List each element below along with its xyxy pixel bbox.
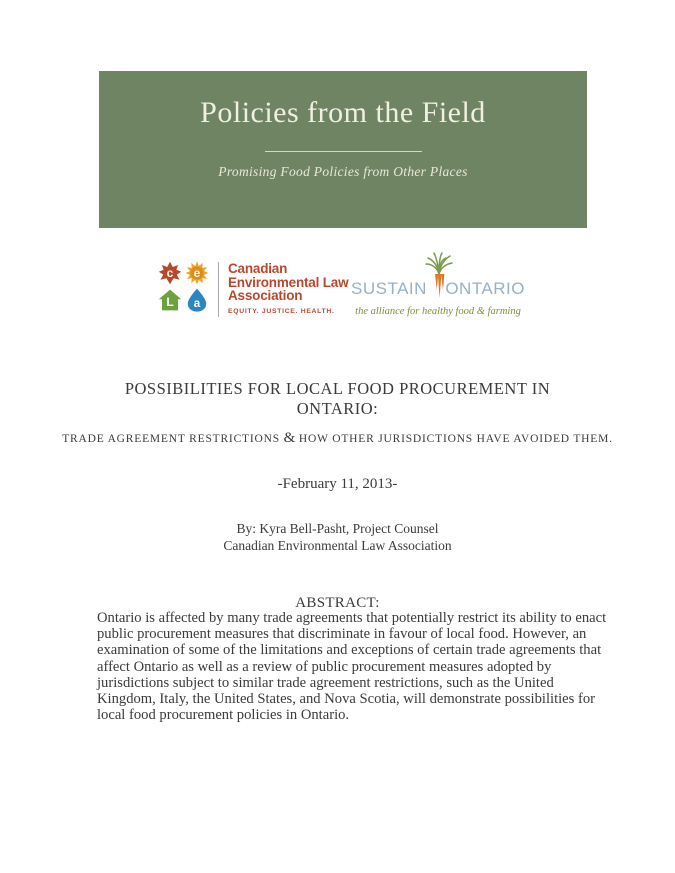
cela-logo-divider xyxy=(218,262,219,317)
cela-icon-grid xyxy=(158,261,209,312)
abstract-text: Ontario is affected by many trade agreements that potentially restrict its ability to enact public procurement measures that discriminate in favour of local food. However, an examination of some of the limitations and exceptions of certain trade agreements that affect Ontario as well as a review of public procurement measures adopted by jurisdictions subject to similar trade agreement restrictions, such as the United Kingdom, Italy, the United States, and Nova Scotia, will demonstrate possibilities for local food procurement policies in Ontario. xyxy=(97,610,607,724)
abstract-heading: ABSTRACT: xyxy=(295,595,380,611)
document-title-line1: POSSIBILITIES FOR LOCAL FOOD PROCUREMENT IN xyxy=(124,379,551,398)
cela-name-line2: Environmental Law xyxy=(228,274,349,290)
document-date: -February 11, 2013- xyxy=(277,476,398,492)
cela-name-line3: Association xyxy=(228,288,303,303)
water-drop-icon xyxy=(185,288,209,312)
subtitle-text-2: HOW OTHER JURISDICTIONS HAVE AVOIDED THEM. xyxy=(295,433,613,445)
banner-tagline: Promising Food Policies from Other Places xyxy=(218,164,468,179)
cela-logo xyxy=(158,261,348,317)
banner-title: Policies from the Field xyxy=(200,96,486,129)
house-icon xyxy=(158,288,182,312)
report-banner xyxy=(99,71,587,228)
sustain-tagline: the alliance for healthy food & farming xyxy=(355,306,521,317)
banner-divider xyxy=(265,151,422,152)
sustain-ontario-logo xyxy=(351,252,525,320)
maple-leaf-icon xyxy=(158,261,182,285)
cela-letter-l: L xyxy=(166,294,174,309)
subtitle-ampersand: & xyxy=(283,430,296,446)
cela-letter-c: c xyxy=(166,266,174,280)
byline-organization: Canadian Environmental Law Association xyxy=(223,537,452,553)
byline-author: By: Kyra Bell-Pasht, Project Counsel xyxy=(236,521,439,536)
cela-tagline: EQUITY. JUSTICE. HEALTH. xyxy=(228,307,335,315)
ontario-word: ONTARIO xyxy=(445,279,525,298)
cela-letter-e: e xyxy=(193,266,201,280)
subtitle-text-1: TRADE AGREEMENT RESTRICTIONS xyxy=(62,433,284,445)
sustain-word: SUSTAIN xyxy=(351,279,427,298)
sun-icon xyxy=(185,261,209,285)
document-subtitle xyxy=(0,430,675,448)
cela-name-line1: Canadian xyxy=(228,261,288,276)
cela-letter-a: a xyxy=(193,295,201,310)
document-title xyxy=(0,379,675,419)
document-byline xyxy=(0,521,675,554)
document-title-line2: ONTARIO: xyxy=(296,399,379,418)
